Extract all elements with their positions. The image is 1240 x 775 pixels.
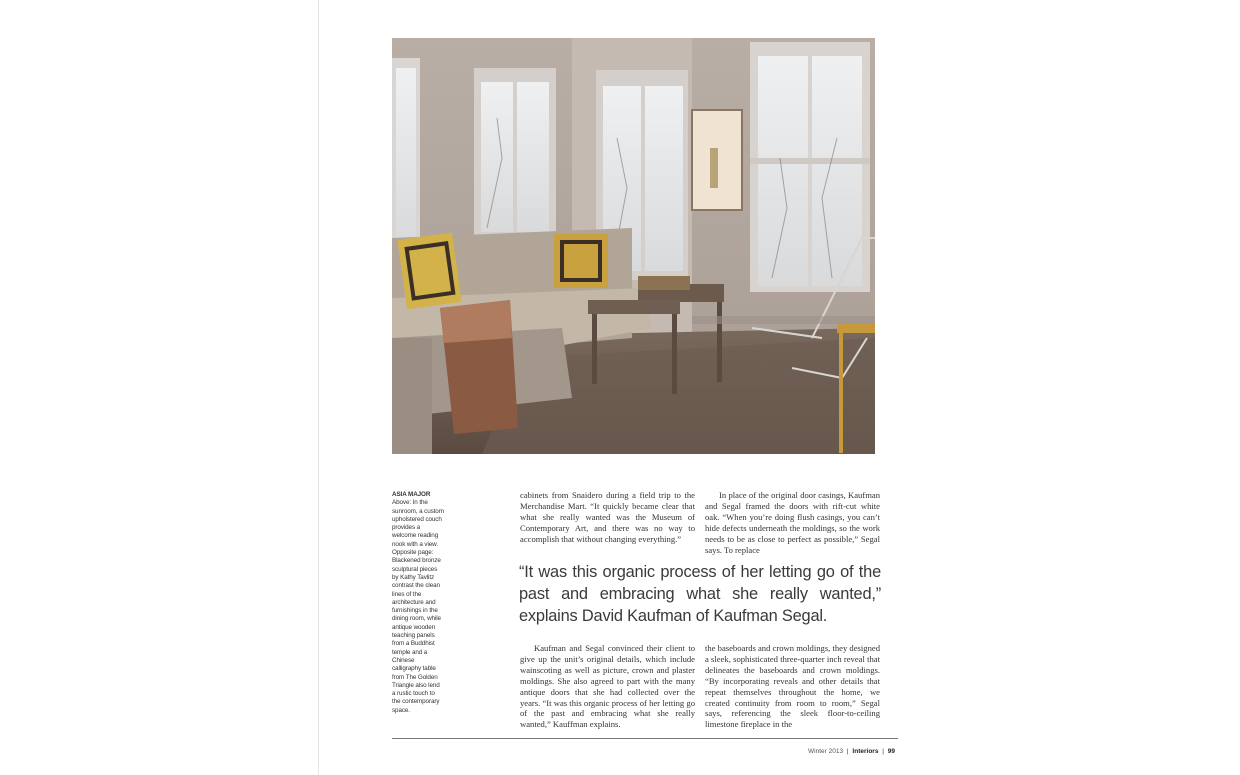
body-column-2 [705,490,880,555]
page-number: 99 [887,748,895,755]
window-left [392,58,420,248]
window-center-left [474,68,556,238]
sunroom-photo [392,38,875,454]
magazine-name: Interiors [852,748,879,755]
body-paragraph: In place of the original door casings, Kaufman and Segal framed the doors with rift-cut white oak. “When you’re doing flush casings, you can’t hide defects underneath the moldings, so the work needs to be as close to perfect as possible,” Segal says. To replace [705,490,880,555]
pull-quote: “It was this organic process of her letting go of the past and embracing what she really wanted,” explains David Kaufman of Kaufman Segal. [519,563,881,625]
caption-title: ASIA MAJOR [392,491,431,498]
page-gutter [318,0,319,775]
caption-text: Above: In the sunroom, a custom upholstered couch provides a welcome reading nook with a view. Opposite page: Blackened bronze sculptural pieces by Kathy Tavlitz contrast the clean lines of the architecture and furnishings in the dining room, while antique wooden teaching panels from a Buddhist temple and a Chinese calligraphy table from The Golden Triangle also lend a rustic touch to the contemporary space. [392,499,444,714]
folio-separator: | [846,748,849,755]
issue-date: Winter 2013 [808,748,844,755]
page-folio [808,748,895,755]
photo-illustration [392,38,875,454]
photo-caption [392,491,444,715]
folio-separator: | [882,748,884,755]
body-paragraph: the baseboards and crown moldings, they designed a sleek, sophisticated three-quarter inch reveal that delineates the baseboards and crown moldings. “By incorporating reveals and other details that repeat themselves throughout the home, we created continuity from room to room,” Segal says, referencing the sleek floor-to-ceiling limestone fireplace in the [705,643,880,730]
body-column-3 [520,643,695,730]
window-right [750,42,870,292]
body-column-4 [705,643,880,730]
body-paragraph: Kaufman and Segal convinced their client to give up the unit’s original details, which include wainscoting as well as picture, crown and plaster moldings. She also agreed to part with the many antique doors that she had collected over the years. “It was this organic process of her letting go of the past and embracing what she really wanted,” Kauffman explains. [520,643,695,730]
body-paragraph: cabinets from Snaidero during a field trip to the Merchandise Mart. “It quickly became clear that what she really wanted was the Museum of Contemporary Art, and there was no way to accomplish that without changing everything.” [520,490,695,544]
footer-rule [392,738,898,739]
body-column-1 [520,490,695,545]
